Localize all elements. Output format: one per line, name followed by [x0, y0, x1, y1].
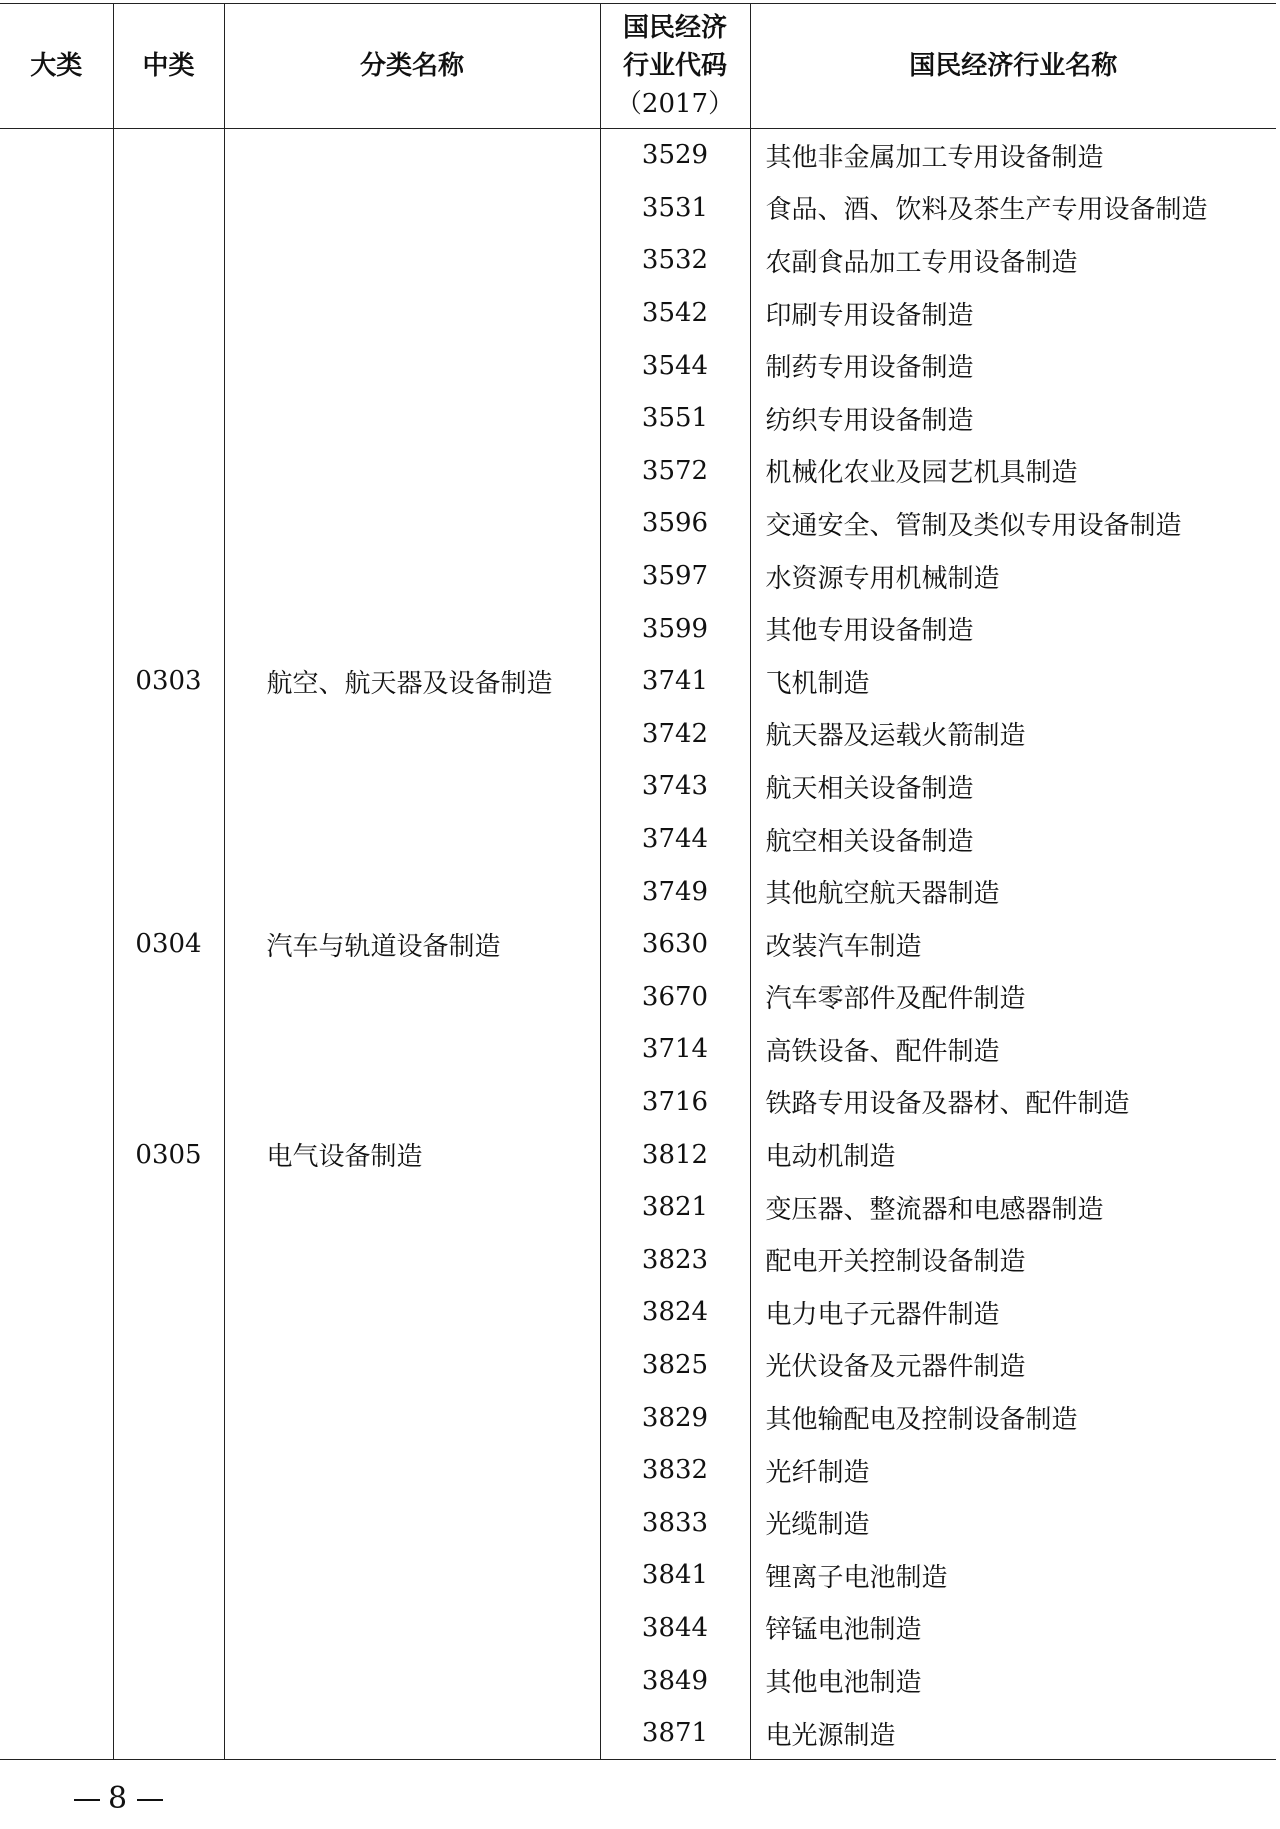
cell-category-name [224, 234, 600, 287]
table-row [0, 339, 1276, 392]
cell-industry-name: 航空相关设备制造 [750, 813, 1276, 866]
cell-industry-name: 高铁设备、配件制造 [750, 1023, 1276, 1076]
cell-zhong-lei: 0303 [113, 655, 224, 708]
cell-category-name [224, 1444, 600, 1497]
cell-industry-code: 3531 [600, 182, 750, 235]
header-industry-code [600, 4, 750, 129]
cell-category-name [224, 497, 600, 550]
cell-industry-name: 水资源专用机械制造 [750, 550, 1276, 603]
cell-category-name [224, 1286, 600, 1339]
cell-industry-name: 电动机制造 [750, 1128, 1276, 1181]
header-da-lei: 大类 [0, 4, 113, 129]
cell-da-lei [0, 1444, 113, 1497]
cell-industry-name: 食品、酒、饮料及茶生产专用设备制造 [750, 182, 1276, 235]
cell-industry-name: 航天器及运载火箭制造 [750, 708, 1276, 761]
cell-industry-name: 机械化农业及园艺机具制造 [750, 445, 1276, 498]
cell-zhong-lei [113, 1654, 224, 1707]
cell-zhong-lei [113, 129, 224, 182]
table-row [0, 129, 1276, 182]
cell-zhong-lei [113, 339, 224, 392]
table-row [0, 234, 1276, 287]
table-row [0, 760, 1276, 813]
cell-da-lei [0, 1391, 113, 1444]
table-row [0, 708, 1276, 761]
cell-industry-name: 光缆制造 [750, 1496, 1276, 1549]
cell-da-lei [0, 392, 113, 445]
cell-category-name: 汽车与轨道设备制造 [224, 918, 600, 971]
cell-zhong-lei [113, 1602, 224, 1655]
cell-industry-name: 光纤制造 [750, 1444, 1276, 1497]
cell-da-lei [0, 1076, 113, 1129]
header-code-line1: 国民经济 [622, 13, 727, 43]
cell-zhong-lei [113, 1444, 224, 1497]
cell-da-lei [0, 234, 113, 287]
cell-da-lei [0, 1181, 113, 1234]
cell-industry-code: 3744 [600, 813, 750, 866]
cell-category-name [224, 1654, 600, 1707]
cell-category-name [224, 1496, 600, 1549]
cell-industry-code: 3749 [600, 865, 750, 918]
page-number-right-dash [137, 1799, 163, 1801]
cell-industry-code: 3844 [600, 1602, 750, 1655]
cell-da-lei [0, 1549, 113, 1602]
cell-zhong-lei [113, 392, 224, 445]
table-row [0, 655, 1276, 708]
cell-category-name [224, 550, 600, 603]
header-industry-name: 国民经济行业名称 [750, 4, 1276, 129]
cell-industry-code: 3741 [600, 655, 750, 708]
cell-industry-code: 3630 [600, 918, 750, 971]
cell-category-name [224, 865, 600, 918]
cell-category-name [224, 182, 600, 235]
cell-zhong-lei [113, 602, 224, 655]
cell-category-name [224, 445, 600, 498]
cell-industry-code: 3596 [600, 497, 750, 550]
cell-category-name [224, 392, 600, 445]
cell-category-name [224, 1233, 600, 1286]
cell-industry-code: 3812 [600, 1128, 750, 1181]
cell-industry-name: 改装汽车制造 [750, 918, 1276, 971]
cell-industry-name: 电光源制造 [750, 1707, 1276, 1760]
table-row [0, 1023, 1276, 1076]
cell-zhong-lei [113, 1023, 224, 1076]
cell-da-lei [0, 445, 113, 498]
industry-classification-table [0, 3, 1276, 1760]
cell-category-name [224, 129, 600, 182]
cell-zhong-lei [113, 234, 224, 287]
cell-industry-name: 铁路专用设备及器材、配件制造 [750, 1076, 1276, 1129]
cell-da-lei [0, 813, 113, 866]
cell-category-name [224, 813, 600, 866]
table-row [0, 1233, 1276, 1286]
cell-zhong-lei: 0305 [113, 1128, 224, 1181]
cell-industry-code: 3849 [600, 1654, 750, 1707]
cell-industry-name: 配电开关控制设备制造 [750, 1233, 1276, 1286]
header-row [0, 4, 1276, 129]
cell-category-name: 航空、航天器及设备制造 [224, 655, 600, 708]
cell-da-lei [0, 1654, 113, 1707]
cell-da-lei [0, 1339, 113, 1392]
cell-zhong-lei [113, 287, 224, 340]
page-number [66, 1781, 171, 1816]
table-row [0, 1444, 1276, 1497]
table-row [0, 1496, 1276, 1549]
cell-zhong-lei [113, 1707, 224, 1760]
cell-category-name [224, 602, 600, 655]
cell-da-lei [0, 1286, 113, 1339]
cell-industry-code: 3599 [600, 602, 750, 655]
cell-industry-code: 3714 [600, 1023, 750, 1076]
cell-zhong-lei [113, 1233, 224, 1286]
cell-zhong-lei [113, 865, 224, 918]
table-row [0, 287, 1276, 340]
cell-da-lei [0, 1233, 113, 1286]
cell-da-lei [0, 1707, 113, 1760]
cell-industry-name: 汽车零部件及配件制造 [750, 971, 1276, 1024]
table-row [0, 445, 1276, 498]
table-row [0, 550, 1276, 603]
table-header [0, 4, 1276, 129]
cell-da-lei [0, 1496, 113, 1549]
cell-industry-code: 3841 [600, 1549, 750, 1602]
cell-da-lei [0, 287, 113, 340]
cell-industry-code: 3529 [600, 129, 750, 182]
cell-industry-code: 3544 [600, 339, 750, 392]
cell-category-name [224, 1076, 600, 1129]
table-row [0, 1339, 1276, 1392]
cell-industry-code: 3670 [600, 971, 750, 1024]
cell-industry-name: 电力电子元器件制造 [750, 1286, 1276, 1339]
cell-industry-code: 3821 [600, 1181, 750, 1234]
cell-industry-name: 其他专用设备制造 [750, 602, 1276, 655]
cell-category-name: 电气设备制造 [224, 1128, 600, 1181]
cell-da-lei [0, 602, 113, 655]
cell-industry-code: 3829 [600, 1391, 750, 1444]
cell-da-lei [0, 129, 113, 182]
cell-industry-code: 3743 [600, 760, 750, 813]
cell-industry-name: 飞机制造 [750, 655, 1276, 708]
cell-industry-code: 3832 [600, 1444, 750, 1497]
cell-industry-name: 纺织专用设备制造 [750, 392, 1276, 445]
table-row [0, 1181, 1276, 1234]
cell-zhong-lei [113, 760, 224, 813]
cell-category-name [224, 287, 600, 340]
cell-industry-name: 锂离子电池制造 [750, 1549, 1276, 1602]
cell-da-lei [0, 182, 113, 235]
cell-industry-code: 3532 [600, 234, 750, 287]
table-row [0, 1391, 1276, 1444]
cell-industry-code: 3824 [600, 1286, 750, 1339]
cell-category-name [224, 1391, 600, 1444]
table-row [0, 1076, 1276, 1129]
cell-industry-name: 制药专用设备制造 [750, 339, 1276, 392]
cell-category-name [224, 1339, 600, 1392]
cell-da-lei [0, 655, 113, 708]
cell-da-lei [0, 339, 113, 392]
header-code-year: （2017） [615, 89, 735, 119]
cell-industry-name: 航天相关设备制造 [750, 760, 1276, 813]
cell-category-name [224, 760, 600, 813]
table-row [0, 1602, 1276, 1655]
table-row [0, 813, 1276, 866]
table-row [0, 918, 1276, 971]
cell-category-name [224, 1181, 600, 1234]
cell-da-lei [0, 918, 113, 971]
cell-industry-name: 交通安全、管制及类似专用设备制造 [750, 497, 1276, 550]
cell-industry-code: 3597 [600, 550, 750, 603]
cell-industry-name: 光伏设备及元器件制造 [750, 1339, 1276, 1392]
cell-category-name [224, 1549, 600, 1602]
table-row [0, 971, 1276, 1024]
header-category-name: 分类名称 [224, 4, 600, 129]
table-row [0, 392, 1276, 445]
cell-industry-name: 锌锰电池制造 [750, 1602, 1276, 1655]
cell-da-lei [0, 1023, 113, 1076]
table-row [0, 1128, 1276, 1181]
cell-industry-code: 3742 [600, 708, 750, 761]
cell-da-lei [0, 971, 113, 1024]
header-code-line2: 行业代码 [622, 51, 727, 81]
cell-da-lei [0, 550, 113, 603]
cell-industry-code: 3825 [600, 1339, 750, 1392]
cell-industry-code: 3833 [600, 1496, 750, 1549]
cell-zhong-lei [113, 182, 224, 235]
cell-da-lei [0, 1602, 113, 1655]
cell-category-name [224, 339, 600, 392]
cell-zhong-lei [113, 1339, 224, 1392]
cell-industry-name: 其他非金属加工专用设备制造 [750, 129, 1276, 182]
cell-industry-name: 其他输配电及控制设备制造 [750, 1391, 1276, 1444]
cell-category-name [224, 1707, 600, 1760]
cell-da-lei [0, 1128, 113, 1181]
cell-industry-code: 3551 [600, 392, 750, 445]
table-row [0, 1654, 1276, 1707]
cell-industry-name: 农副食品加工专用设备制造 [750, 234, 1276, 287]
cell-zhong-lei [113, 1549, 224, 1602]
cell-industry-code: 3572 [600, 445, 750, 498]
cell-industry-name: 变压器、整流器和电感器制造 [750, 1181, 1276, 1234]
cell-zhong-lei: 0304 [113, 918, 224, 971]
cell-category-name [224, 971, 600, 1024]
cell-category-name [224, 1602, 600, 1655]
cell-zhong-lei [113, 1286, 224, 1339]
cell-da-lei [0, 708, 113, 761]
page-number-left-dash [74, 1799, 100, 1801]
table-body [0, 129, 1276, 1760]
cell-da-lei [0, 760, 113, 813]
cell-industry-code: 3716 [600, 1076, 750, 1129]
table-row [0, 1549, 1276, 1602]
cell-zhong-lei [113, 445, 224, 498]
cell-zhong-lei [113, 1391, 224, 1444]
cell-zhong-lei [113, 1181, 224, 1234]
cell-da-lei [0, 497, 113, 550]
table-row [0, 182, 1276, 235]
cell-zhong-lei [113, 497, 224, 550]
cell-industry-name: 其他电池制造 [750, 1654, 1276, 1707]
cell-zhong-lei [113, 1496, 224, 1549]
cell-category-name [224, 1023, 600, 1076]
cell-industry-code: 3542 [600, 287, 750, 340]
cell-industry-code: 3871 [600, 1707, 750, 1760]
header-zhong-lei: 中类 [113, 4, 224, 129]
cell-zhong-lei [113, 1076, 224, 1129]
cell-zhong-lei [113, 813, 224, 866]
cell-category-name [224, 708, 600, 761]
page-number-value: 8 [108, 1781, 130, 1816]
table-row [0, 497, 1276, 550]
cell-industry-name: 其他航空航天器制造 [750, 865, 1276, 918]
cell-zhong-lei [113, 550, 224, 603]
cell-industry-code: 3823 [600, 1233, 750, 1286]
table-row [0, 1286, 1276, 1339]
table-row [0, 1707, 1276, 1760]
cell-industry-name: 印刷专用设备制造 [750, 287, 1276, 340]
table-row [0, 865, 1276, 918]
cell-da-lei [0, 865, 113, 918]
cell-zhong-lei [113, 708, 224, 761]
table-row [0, 602, 1276, 655]
cell-zhong-lei [113, 971, 224, 1024]
